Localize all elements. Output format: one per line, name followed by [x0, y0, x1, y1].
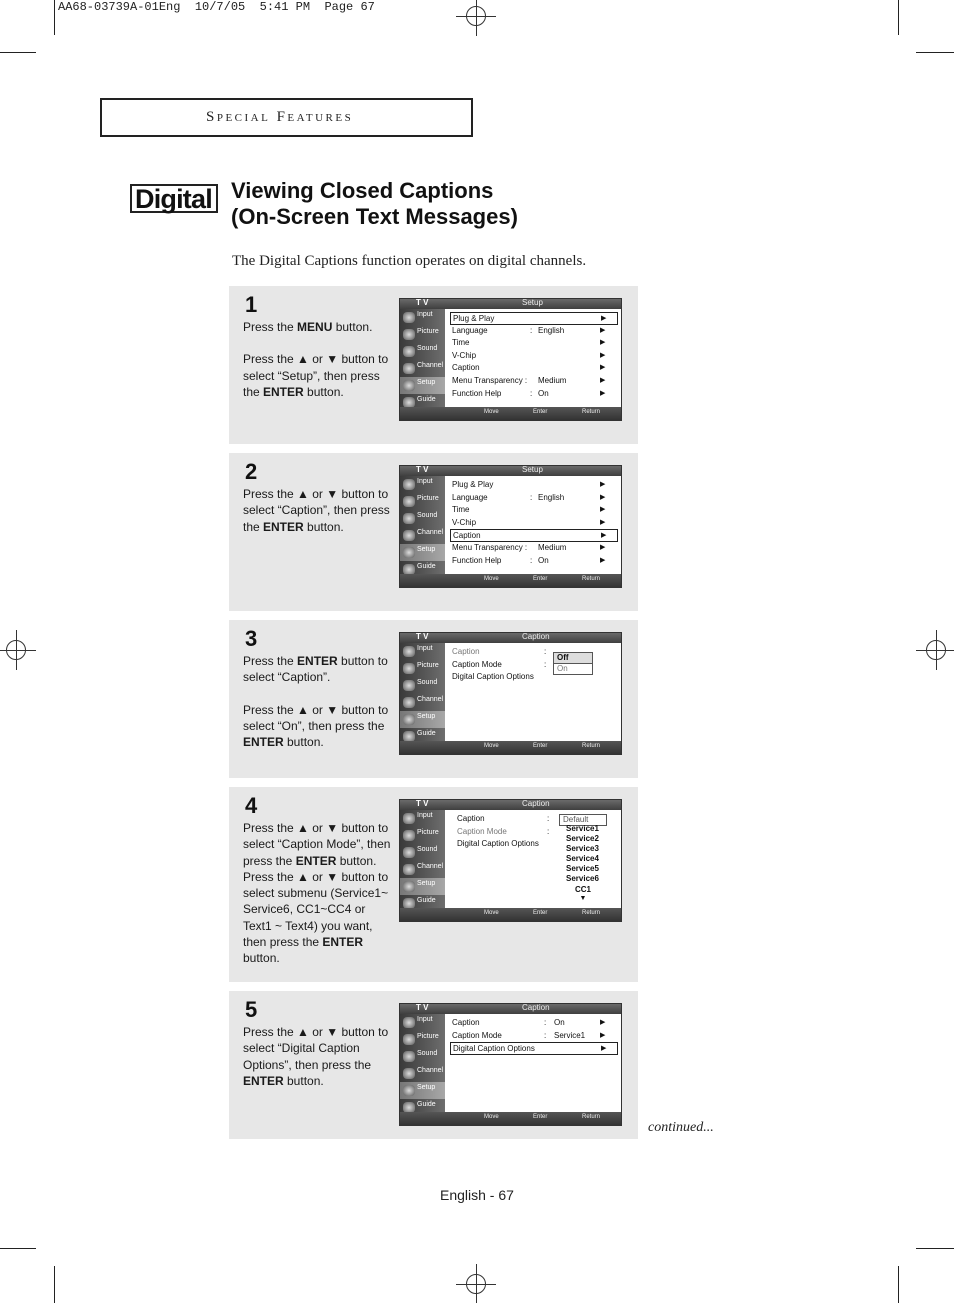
enter-hint: Enter: [533, 1114, 548, 1120]
tv-menu-screen: T V Caption Input Picture Sound Channel Setup Guide Caption : Caption Mode : Digital Caption Options Off On Move Enter Return: [399, 632, 622, 755]
continued-note: continued...: [648, 1120, 714, 1135]
tv-side-menu: Input Picture Sound Channel Setup Guide: [400, 309, 445, 413]
section-header: [100, 98, 473, 137]
menu-row: Function Help : On ▶: [452, 555, 606, 565]
title-line-1: Viewing Closed Captions: [231, 178, 494, 203]
setup-icon: [403, 1085, 415, 1096]
return-hint: Return: [582, 409, 601, 415]
step-number: 3: [245, 626, 258, 651]
menu-row: Caption :: [457, 814, 550, 823]
digital-badge: [130, 184, 218, 213]
section-title: Special Features: [206, 109, 354, 125]
scroll-down-icon: ▼: [579, 894, 587, 902]
step-instructions: Press the ENTER button to select “Caption”. Press the ▲ or ▼ button to select “On”, then press the ENTER button.: [243, 654, 389, 750]
picture-icon: [403, 663, 415, 674]
input-icon: [403, 1017, 415, 1028]
menu-row: Plug & Play ▶: [450, 312, 618, 325]
crop-mark: [916, 52, 954, 53]
menu-row: Caption : On ▶: [452, 1018, 606, 1027]
tv-menu-screen: T V Caption Input Picture Sound Channel Setup Guide Caption : On ▶ Caption Mode : Service1 ▶ Digital Caption Options ▶ Move Enter Return: [399, 1003, 622, 1126]
step-number: 1: [245, 292, 258, 317]
sound-icon: [403, 1051, 415, 1062]
move-hint: Move: [484, 576, 499, 582]
menu-row: V-Chip ▶: [452, 517, 606, 527]
menu-row: Caption Mode :: [457, 826, 550, 836]
step-4: [229, 787, 638, 982]
caption-mode-option: Service6: [566, 874, 599, 884]
channel-icon: [403, 363, 415, 374]
menu-row: Caption Mode :: [452, 659, 547, 669]
tv-side-menu: Input Picture Sound Channel Setup Guide: [400, 643, 445, 747]
menu-row: Caption Mode : Service1 ▶: [452, 1030, 606, 1040]
caption-mode-option: Service3: [566, 844, 599, 854]
registration-mark: [456, 1264, 496, 1303]
registration-mark: [916, 630, 954, 670]
menu-row: Digital Caption Options: [452, 672, 534, 682]
title-line-2: (On-Screen Text Messages): [231, 204, 518, 229]
menu-row: Language : English ▶: [452, 492, 606, 502]
tv-side-menu: Input Picture Sound Channel Setup Guide: [400, 1014, 445, 1118]
crop-mark: [898, 0, 899, 35]
sound-icon: [403, 346, 415, 357]
sound-icon: [403, 513, 415, 524]
enter-hint: Enter: [533, 409, 548, 415]
input-icon: [403, 312, 415, 323]
caption-mode-option: Service1: [566, 824, 599, 833]
digital-badge-label: Digital: [135, 184, 212, 214]
picture-icon: [403, 830, 415, 841]
picture-icon: [403, 1034, 415, 1045]
crop-mark: [54, 1266, 55, 1303]
step-2: [229, 453, 638, 611]
menu-row: Digital Caption Options: [457, 839, 539, 849]
move-hint: Move: [484, 910, 499, 916]
caption-mode-option: CC1: [574, 884, 591, 894]
tv-menu-screen: T V Caption Input Picture Sound Channel Setup Guide Caption : Caption Mode : Digital Caption Options Default Service1 Service2 Service3 Service4 Service5 Service6 CC1 ▼ Move Enter Return: [399, 799, 622, 922]
channel-icon: [403, 530, 415, 541]
step-instructions: Press the MENU button. Press the ▲ or ▼ button to select “Setup”, then press the ENTER button.: [243, 320, 389, 399]
crop-mark: [916, 1248, 954, 1249]
enter-hint: Enter: [533, 743, 548, 749]
step-instructions: Press the ▲ or ▼ button to select “Caption”, then press the ENTER button.: [243, 487, 390, 534]
setup-icon: [403, 380, 415, 391]
sound-icon: [403, 680, 415, 691]
caption-mode-list: [560, 824, 606, 903]
menu-row: Menu Transparency : Medium ▶: [452, 542, 606, 552]
return-hint: Return: [582, 910, 601, 916]
caption-option-off: Off: [553, 652, 593, 664]
move-hint: Move: [484, 1114, 499, 1120]
step-3: [229, 620, 638, 778]
menu-row: Function Help : On ▶: [452, 388, 606, 398]
menu-row: Time ▶: [452, 338, 606, 348]
caption-mode-option: Default: [559, 814, 607, 826]
caption-mode-option: Service4: [566, 854, 599, 864]
sound-icon: [403, 847, 415, 858]
crop-mark: [54, 0, 55, 35]
page-footer: English - 67: [440, 1187, 514, 1203]
tv-menu-screen: T V Setup Input Picture Sound Channel Setup Guide Plug & Play ▶ Language : English ▶ Time ▶ V-Chip ▶ Caption ▶ Menu Transparency : Medium ▶ Function Help : On ▶ Move Enter Return: [399, 298, 622, 421]
menu-row: Digital Caption Options ▶: [450, 1042, 618, 1055]
registration-mark: [0, 630, 36, 670]
input-icon: [403, 813, 415, 824]
picture-icon: [403, 496, 415, 507]
picture-icon: [403, 329, 415, 340]
tv-side-menu: Input Picture Sound Channel Setup Guide: [400, 810, 445, 914]
setup-icon: [403, 881, 415, 892]
step-1: [229, 286, 638, 444]
step-instructions: Press the ▲ or ▼ button to select “Caption Mode”, then press the ENTER button. Press the ▲ or ▼ button to select submenu (Service1~ Service6, CC1~CC4 or Text1 ~ Text4) you want, then press the ENTER button.: [243, 821, 391, 966]
setup-icon: [403, 547, 415, 558]
menu-row: V-Chip ▶: [452, 350, 606, 360]
setup-icon: [403, 714, 415, 725]
caption-mode-option: Service5: [566, 864, 599, 874]
crop-mark: [0, 52, 36, 53]
input-icon: [403, 646, 415, 657]
crop-mark: [898, 1266, 899, 1303]
move-hint: Move: [484, 409, 499, 415]
input-icon: [403, 479, 415, 490]
tv-menu-screen: T V Setup Input Picture Sound Channel Setup Guide Plug & Play ▶ Language : English ▶ Time ▶ V-Chip ▶ Caption ▶ Menu Transparency : Medium ▶ Function Help : On ▶ Move Enter Return: [399, 465, 622, 588]
step-instructions: Press the ▲ or ▼ button to select “Digital Caption Options”, then press the ENTER button.: [243, 1025, 389, 1088]
intro-text: The Digital Captions function operates on digital channels.: [232, 253, 587, 269]
step-5: [229, 991, 638, 1139]
channel-icon: [403, 697, 415, 708]
menu-row: Menu Transparency : Medium ▶: [452, 375, 606, 385]
return-hint: Return: [582, 576, 601, 582]
menu-row: Caption ▶: [452, 363, 606, 373]
enter-hint: Enter: [533, 576, 548, 582]
channel-icon: [403, 864, 415, 875]
step-number: 4: [245, 793, 258, 818]
menu-row: Caption :: [452, 647, 547, 656]
print-header: AA68-03739A-01Eng 10/7/05 5:41 PM Page 67: [58, 0, 375, 14]
caption-mode-option: Service2: [566, 834, 599, 844]
tv-side-menu: Input Picture Sound Channel Setup Guide: [400, 476, 445, 580]
registration-mark: [456, 0, 496, 36]
enter-hint: Enter: [533, 910, 548, 916]
return-hint: Return: [582, 1114, 601, 1120]
caption-option-on: On: [553, 663, 593, 675]
menu-row: Language : English ▶: [452, 325, 606, 335]
channel-icon: [403, 1068, 415, 1079]
move-hint: Move: [484, 743, 499, 749]
menu-row: Caption ▶: [450, 529, 618, 542]
step-number: 2: [245, 459, 258, 484]
crop-mark: [0, 1248, 36, 1249]
return-hint: Return: [582, 743, 601, 749]
page-title: [231, 178, 518, 230]
menu-row: Time ▶: [452, 505, 606, 515]
step-number: 5: [245, 997, 258, 1022]
menu-row: Plug & Play ▶: [452, 480, 606, 489]
